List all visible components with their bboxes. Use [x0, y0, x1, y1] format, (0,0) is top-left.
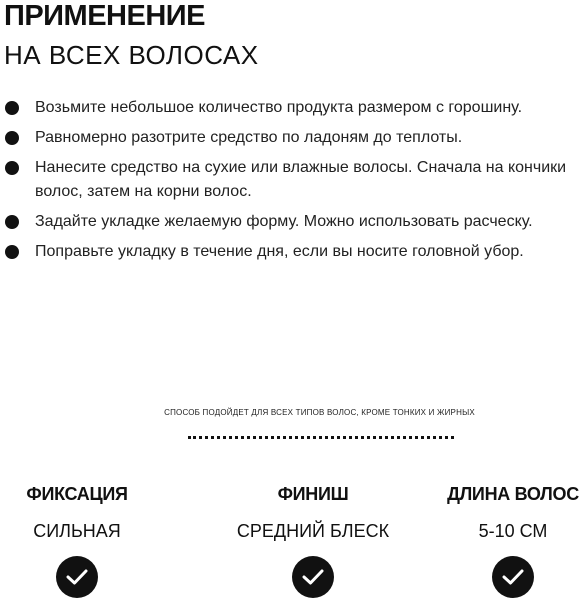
bullet-icon: [5, 245, 19, 259]
check-circle-icon: [492, 556, 534, 598]
list-item: [0, 96, 581, 120]
feature-finish: [218, 484, 408, 598]
feature-label: ФИКСАЦИЯ: [26, 484, 128, 504]
feature-label: ФИНИШ: [277, 484, 349, 504]
list-item: [0, 210, 581, 234]
check-circle-icon: [56, 556, 98, 598]
dotted-divider: [188, 436, 454, 439]
bullet-icon: [5, 215, 19, 229]
list-item: [0, 126, 581, 150]
bullet-icon: [5, 131, 19, 145]
feature-value: 5-10 СМ: [478, 521, 548, 541]
feature-label: ДЛИНА ВОЛОС: [447, 484, 579, 504]
feature-hair-length: [418, 484, 581, 598]
feature-value: СИЛЬНАЯ: [33, 521, 121, 541]
list-item: [0, 240, 581, 264]
step-text: Равномерно разотрите средство по ладоням до теплоты.: [35, 129, 463, 146]
bullet-icon: [5, 101, 19, 115]
step-text: Поправьте укладку в течение дня, если вы носите головной убор.: [35, 243, 524, 260]
feature-hold: [0, 484, 172, 598]
step-text: Нанесите средство на сухие или влажные волосы. Сначала на кончики волос, затем на корни волос.: [35, 159, 567, 200]
check-circle-icon: [292, 556, 334, 598]
page-title: ПРИМЕНЕНИЕ: [4, 0, 205, 32]
page-subtitle: НА ВСЕХ ВОЛОСАХ: [4, 40, 259, 70]
step-text: Возьмите небольшое количество продукта размером с горошину.: [35, 99, 523, 116]
bullet-icon: [5, 161, 19, 175]
application-steps-list: [0, 96, 581, 270]
list-item: [0, 156, 581, 204]
hair-type-note: СПОСОБ ПОДОЙДЕТ ДЛЯ ВСЕХ ТИПОВ ВОЛОС, КРОМЕ ТОНКИХ И ЖИРНЫХ: [164, 408, 475, 417]
feature-value: СРЕДНИЙ БЛЕСК: [236, 521, 390, 541]
step-text: Задайте укладке желаемую форму. Можно использовать расческу.: [35, 213, 533, 230]
